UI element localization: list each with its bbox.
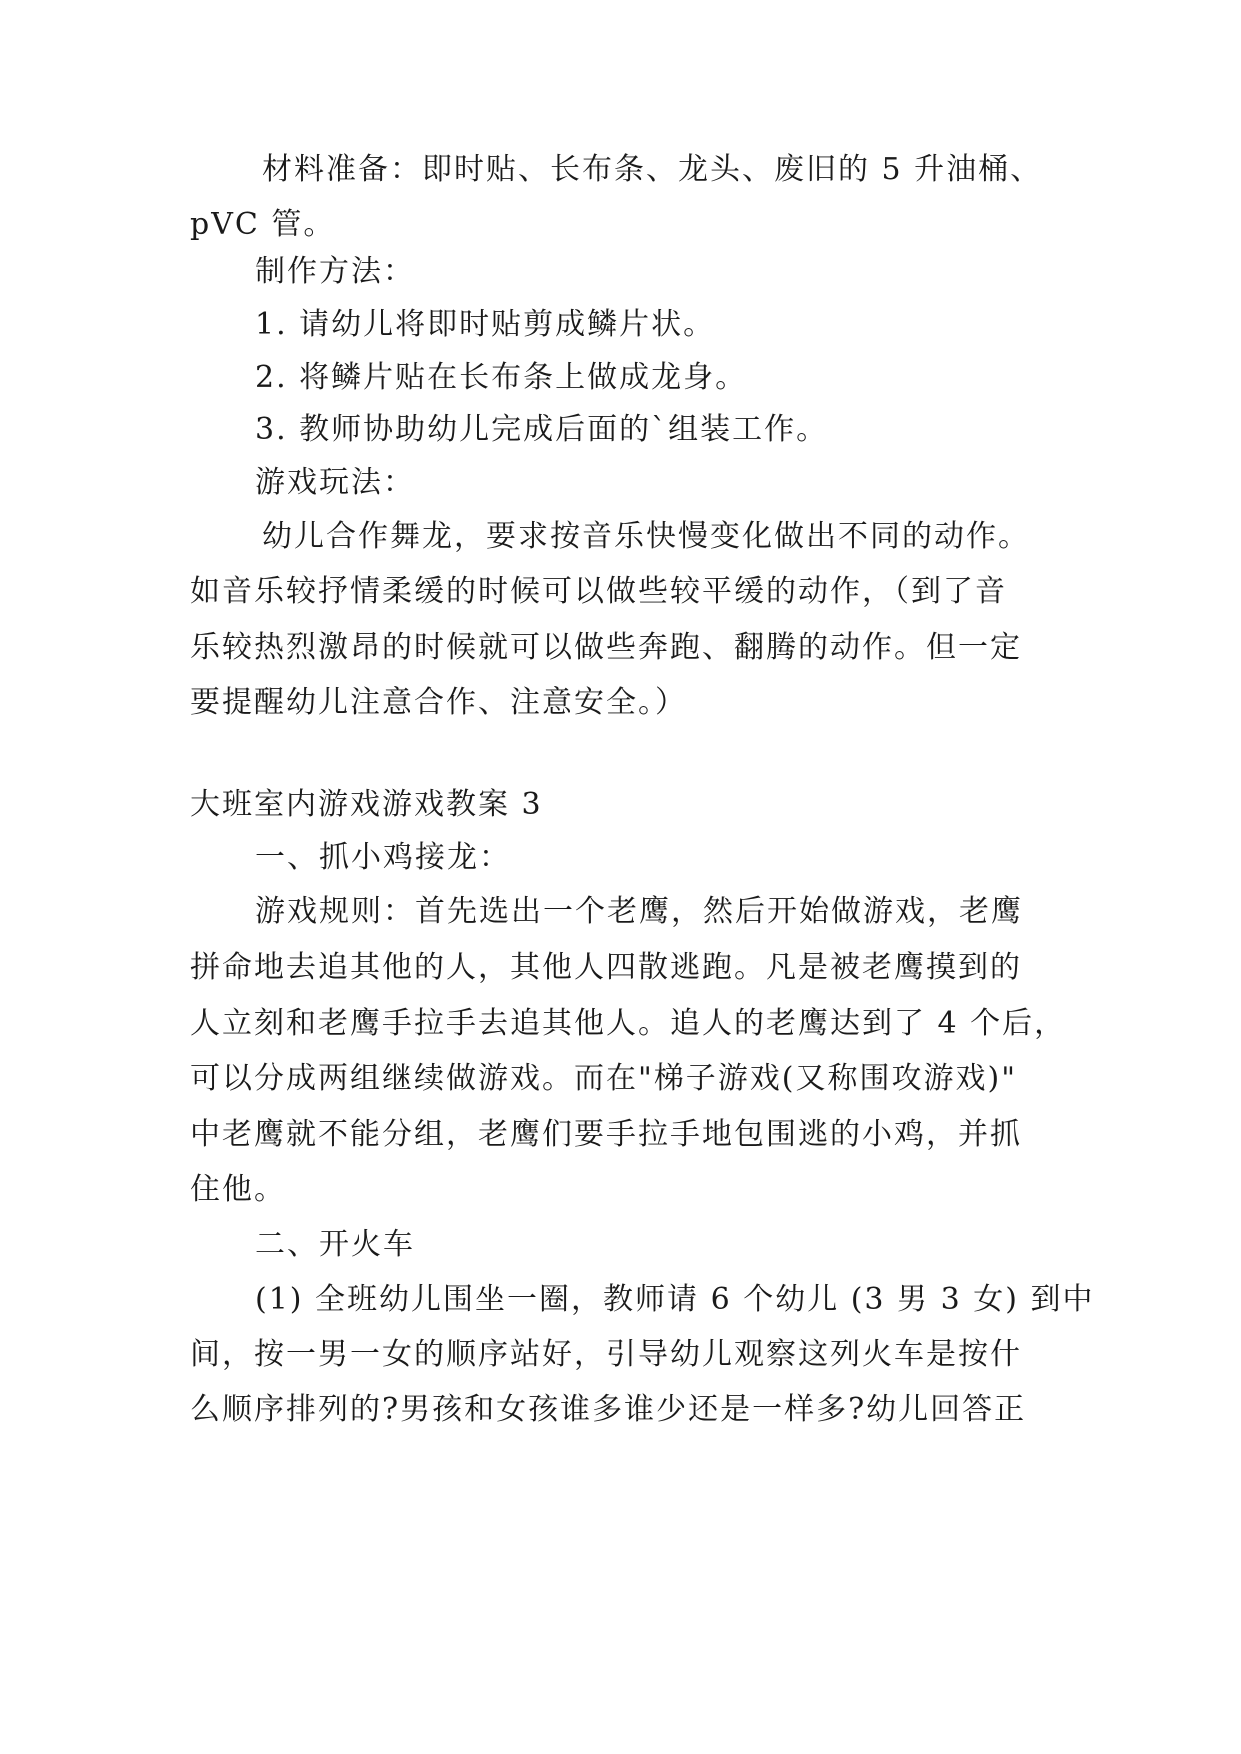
paragraph-materials-cont: pVC 管。 — [190, 207, 336, 242]
paragraph-rules-cont-4: 中老鹰就不能分组，老鹰们要手拉手地包围逃的小鸡，并抓 — [190, 1117, 1022, 1152]
heading-catch-chicks: 一、抓小鸡接龙： — [255, 840, 511, 875]
paragraph-play-cont-2: 乐较热烈激昂的时候就可以做些奔跑、翻腾的动作。但一定 — [190, 630, 1022, 665]
paragraph-play-cont-1: 如音乐较抒情柔缓的时候可以做些较平缓的动作，（到了音 — [190, 574, 1007, 609]
paragraph-train-cont-2: 么顺序排列的?男孩和女孩谁多谁少还是一样多?幼儿回答正 — [190, 1392, 1027, 1427]
step-1: 1. 请幼儿将即时贴剪成鳞片状。 — [255, 307, 716, 342]
heading-method: 制作方法： — [255, 254, 415, 289]
paragraph-rules: 游戏规则：首先选出一个老鹰，然后开始做游戏，老鹰 — [255, 894, 1023, 929]
paragraph-play-cont-3: 要提醒幼儿注意合作、注意安全。） — [190, 685, 687, 720]
heading-play: 游戏玩法： — [255, 465, 415, 500]
heading-train: 二、开火车 — [255, 1227, 415, 1262]
step-3: 3. 教师协助幼儿完成后面的`组装工作。 — [255, 412, 829, 447]
paragraph-rules-cont-1: 拼命地去追其他的人，其他人四散逃跑。凡是被老鹰摸到的 — [190, 950, 1022, 985]
section-title: 大班室内游戏游戏教案 3 — [190, 787, 543, 822]
paragraph-train-cont-1: 间，按一男一女的顺序站好，引导幼儿观察这列火车是按什 — [190, 1337, 1022, 1372]
step-2: 2. 将鳞片贴在长布条上做成龙身。 — [255, 360, 748, 395]
paragraph-play: 幼儿合作舞龙，要求按音乐快慢变化做出不同的动作。 — [262, 519, 1030, 554]
paragraph-rules-cont-2: 人立刻和老鹰手拉手去追其他人。追人的老鹰达到了 4 个后， — [190, 1006, 1067, 1041]
paragraph-rules-cont-5: 住他。 — [190, 1172, 286, 1207]
paragraph-train: (1) 全班幼儿围坐一圈，教师请 6 个幼儿 (3 男 3 女) 到中 — [255, 1282, 1095, 1317]
paragraph-rules-cont-3: 可以分成两组继续做游戏。而在"梯子游戏(又称围攻游戏)" — [190, 1061, 1018, 1096]
paragraph-materials: 材料准备：即时贴、长布条、龙头、废旧的 5 升油桶、 — [262, 152, 1043, 187]
